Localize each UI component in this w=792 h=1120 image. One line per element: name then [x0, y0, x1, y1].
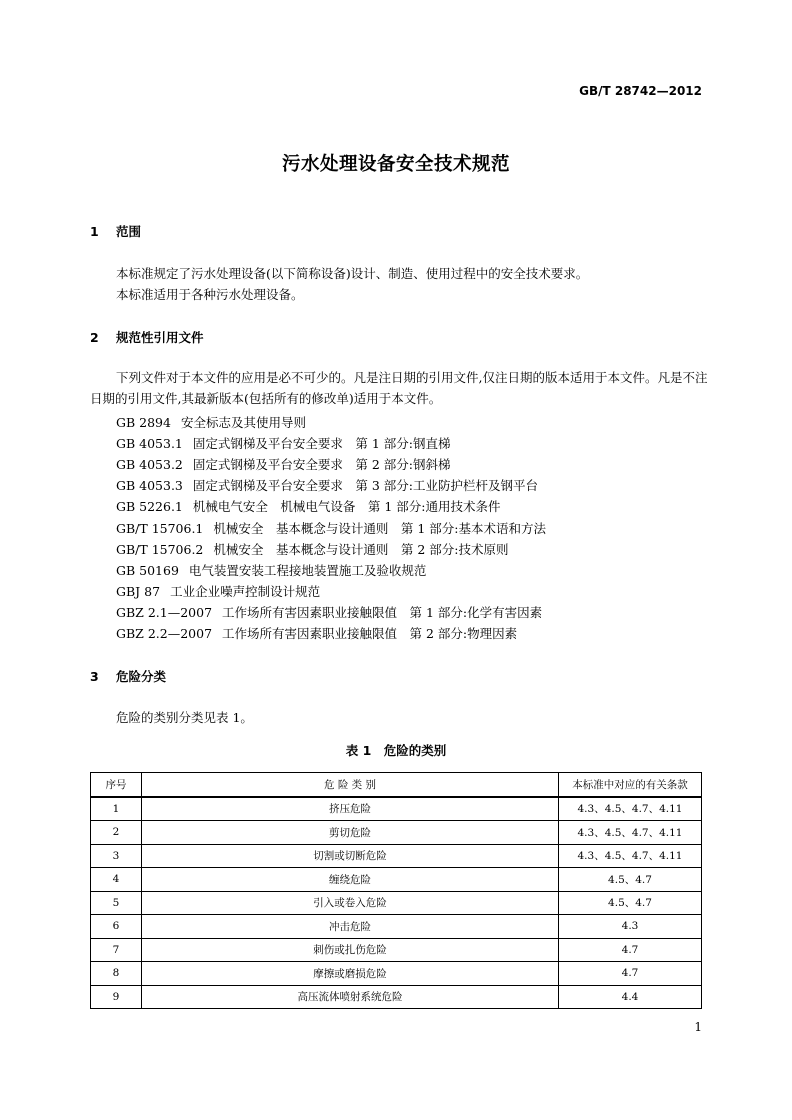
reference-item — [116, 434, 451, 452]
reference-title: 安全标志及其使用导则 — [180, 415, 306, 430]
hazard-category-cell: 刺伤或扎伤危险 — [142, 938, 559, 962]
row-number-cell: 6 — [91, 915, 142, 939]
table-row — [91, 962, 702, 986]
reference-title: 工作场所有害因素职业接触限值 第 1 部分:化学有害因素 — [222, 604, 543, 620]
reference-title: 机械电气安全 机械电气设备 第 1 部分:通用技术条件 — [192, 499, 501, 515]
row-number-cell: 3 — [91, 844, 142, 868]
table-row — [91, 797, 702, 821]
section-2-heading — [90, 328, 204, 346]
reference-title: 机械安全 基本概念与设计通则 第 1 部分:基本术语和方法 — [213, 520, 547, 536]
hazard-category-cell: 切割或切断危险 — [142, 844, 559, 868]
section-title: 范围 — [116, 224, 142, 239]
reference-item — [116, 476, 538, 494]
clause-reference-cell: 4.4 — [559, 985, 702, 1009]
table-row — [91, 891, 702, 915]
table-row — [91, 821, 702, 845]
column-header-number: 序号 — [91, 773, 142, 797]
hazard-category-cell: 冲击危险 — [142, 915, 559, 939]
row-number-cell: 4 — [91, 868, 142, 892]
reference-item — [116, 561, 426, 579]
reference-code: GB 4053.2 — [116, 457, 183, 473]
row-number-cell: 5 — [91, 891, 142, 915]
clause-reference-cell: 4.3、4.5、4.7、4.11 — [559, 797, 702, 821]
table-row — [91, 938, 702, 962]
page-number: 1 — [694, 1020, 702, 1034]
reference-code: GB 4053.1 — [116, 436, 183, 452]
section-number: 3 — [90, 669, 99, 684]
reference-item — [116, 519, 546, 537]
hazard-category-cell: 挤压危险 — [142, 797, 559, 821]
table-caption: 表 1 危险的类别 — [345, 743, 447, 758]
hazard-category-cell: 高压流体喷射系统危险 — [142, 985, 559, 1009]
clause-reference-cell: 4.7 — [559, 938, 702, 962]
classification-paragraph: 危险的类别分类见表 1。 — [116, 710, 253, 725]
standard-code: GB/T 28742—2012 — [579, 84, 702, 98]
reference-code: GB 4053.3 — [116, 478, 183, 494]
clause-reference-cell: 4.5、4.7 — [559, 868, 702, 892]
reference-code: GB/T 15706.1 — [116, 520, 204, 536]
reference-code: GBJ 87 — [116, 583, 161, 599]
reference-title: 机械安全 基本概念与设计通则 第 2 部分:技术原则 — [213, 541, 509, 557]
reference-code: GB 5226.1 — [116, 499, 183, 515]
reference-title: 电气装置安装工程接地装置施工及验收规范 — [188, 562, 427, 578]
reference-code: GB 2894 — [116, 415, 171, 430]
clause-reference-cell: 4.5、4.7 — [559, 891, 702, 915]
scope-paragraph-1: 本标准规定了污水处理设备(以下简称设备)设计、制造、使用过程中的安全技术要求。 — [116, 266, 589, 281]
clause-reference-cell: 4.3、4.5、4.7、4.11 — [559, 844, 702, 868]
section-title: 规范性引用文件 — [116, 330, 204, 345]
reference-item — [116, 540, 509, 558]
clause-reference-cell: 4.3 — [559, 915, 702, 939]
column-header-category: 危 险 类 别 — [142, 773, 559, 797]
reference-code: GB/T 15706.2 — [116, 541, 204, 557]
clause-reference-cell: 4.7 — [559, 962, 702, 986]
table-row — [91, 985, 702, 1009]
row-number-cell: 1 — [91, 797, 142, 821]
reference-title: 工作场所有害因素职业接触限值 第 2 部分:物理因素 — [222, 626, 518, 641]
row-number-cell: 8 — [91, 962, 142, 986]
references-intro: 下列文件对于本文件的应用是必不可少的。凡是注日期的引用文件,仅注日期的版本适用于本文件。凡是不注日期的引用文件,其最新版本(包括所有的修改单)适用于本文件。 — [90, 370, 708, 406]
section-title: 危险分类 — [116, 669, 167, 684]
table-row — [91, 915, 702, 939]
reference-code: GBZ 2.2—2007 — [116, 626, 213, 641]
reference-code: GBZ 2.1—2007 — [116, 604, 213, 620]
column-header-clauses: 本标准中对应的有关条款 — [559, 773, 702, 797]
hazard-category-cell: 缠绕危险 — [142, 868, 559, 892]
clause-reference-cell: 4.3、4.5、4.7、4.11 — [559, 821, 702, 845]
reference-title: 固定式钢梯及平台安全要求 第 1 部分:钢直梯 — [192, 436, 451, 452]
document-title: 污水处理设备安全技术规范 — [281, 154, 510, 175]
hazard-table — [90, 772, 702, 1009]
hazard-category-cell: 引入或卷入危险 — [142, 891, 559, 915]
reference-code: GB 50169 — [116, 562, 179, 578]
row-number-cell: 2 — [91, 821, 142, 845]
reference-title: 固定式钢梯及平台安全要求 第 3 部分:工业防护栏杆及钢平台 — [192, 478, 539, 494]
row-number-cell: 9 — [91, 985, 142, 1009]
section-1-heading — [90, 222, 141, 240]
reference-item — [116, 497, 501, 515]
section-number: 2 — [90, 330, 99, 345]
table-body — [91, 797, 702, 1009]
reference-item — [116, 603, 542, 621]
reference-title: 固定式钢梯及平台安全要求 第 2 部分:钢斜梯 — [192, 457, 451, 473]
reference-item — [116, 624, 517, 642]
reference-item — [116, 582, 320, 600]
reference-title: 工业企业噪声控制设计规范 — [170, 583, 321, 599]
row-number-cell: 7 — [91, 938, 142, 962]
table-row — [91, 844, 702, 868]
section-number: 1 — [90, 224, 99, 239]
table-header-row — [91, 773, 702, 797]
section-3-heading — [90, 667, 166, 685]
reference-item — [116, 413, 306, 431]
scope-paragraph-2: 本标准适用于各种污水处理设备。 — [116, 287, 304, 302]
reference-item — [116, 455, 451, 473]
table-row — [91, 868, 702, 892]
hazard-category-cell: 剪切危险 — [142, 821, 559, 845]
hazard-category-cell: 摩擦或磨损危险 — [142, 962, 559, 986]
